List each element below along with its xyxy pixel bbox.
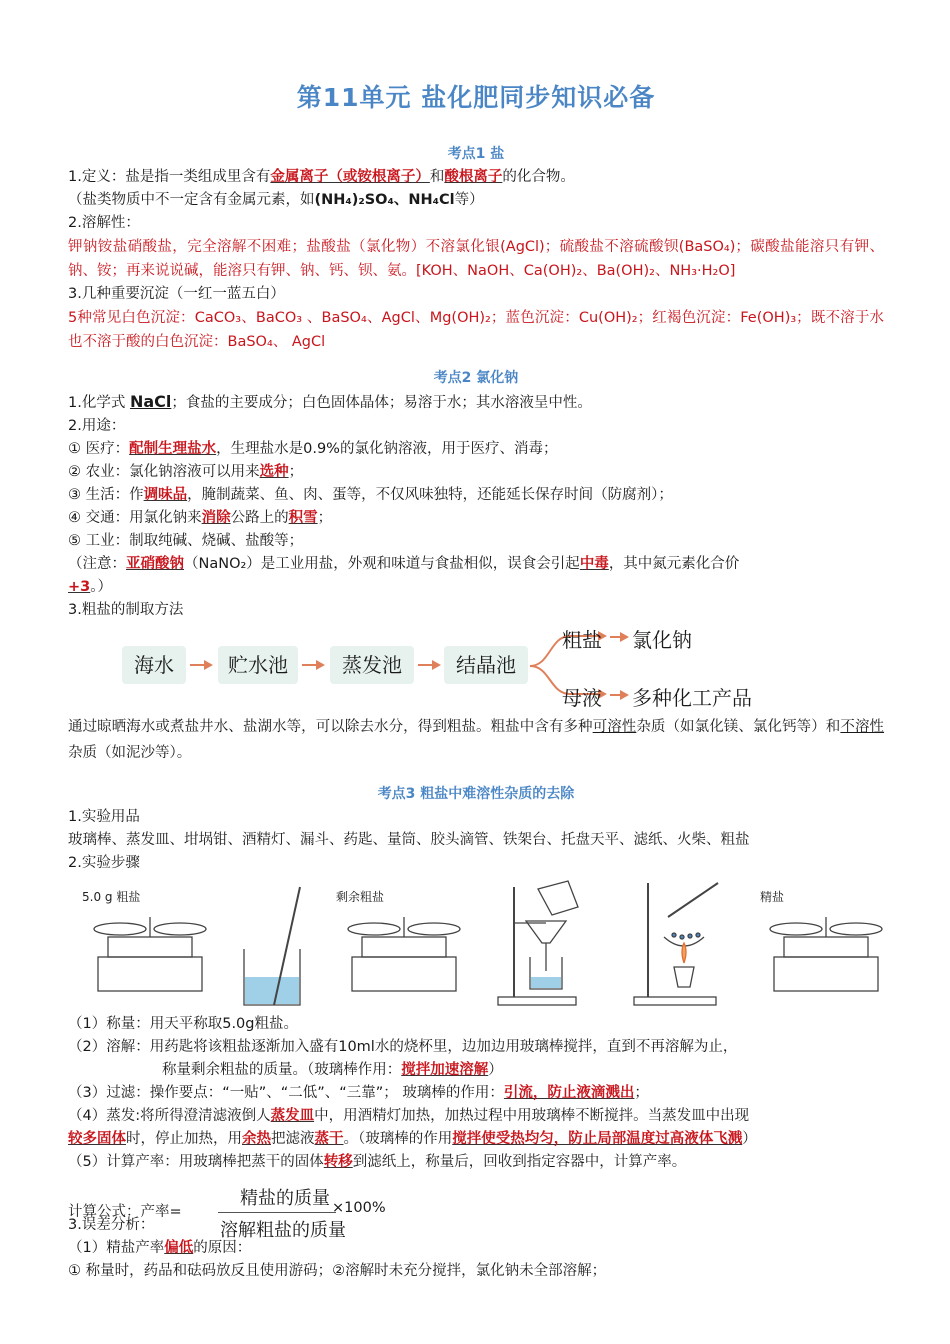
- keyword: 金属离子（或铵根离子）: [270, 169, 430, 185]
- text: ，生理盐水是0.9%的氯化钠溶液，用于医疗、消毒；: [216, 441, 558, 457]
- yield-formula: [68, 1184, 884, 1241]
- text: （3）过滤：操作要点：“一贴”、“二低”、“三靠”； 玻璃棒的作用：: [68, 1085, 504, 1101]
- keyword: 较多固体: [68, 1131, 126, 1147]
- text: 。（玻璃棒的作用: [343, 1131, 453, 1147]
- step-yield: [68, 1151, 884, 1174]
- flow-step-evaporation: 蒸发池: [330, 646, 414, 684]
- flow-step-seawater: 海水: [122, 646, 186, 684]
- text: 到滤纸上，称量后，回收到指定容器中，计算产率。: [352, 1154, 687, 1170]
- keyword: +3: [68, 579, 91, 595]
- text: 杂质（如泥沙等）。: [68, 745, 192, 761]
- formula: (NH₄)₂SO₄、NH₄Cl: [314, 192, 455, 208]
- keyword: 选种: [259, 464, 289, 480]
- flow-arrow: [610, 694, 620, 696]
- steps-heading: 2.实验步骤: [68, 855, 140, 871]
- flow-arrow: [190, 664, 204, 666]
- keyword: 搅拌加速溶解: [401, 1062, 489, 1078]
- flow-arrow: [418, 664, 432, 666]
- keyword: 亚硝酸钠: [126, 556, 184, 572]
- formula-line: [68, 390, 884, 415]
- step-dissolve: （2）溶解：用药匙将该粗盐逐渐加入盛有10ml水的烧杯里，边加边用玻璃棒搅拌，直到不再溶解为止，: [68, 1039, 738, 1055]
- nitrite-note: [68, 553, 884, 576]
- keyword: 消除: [201, 510, 231, 526]
- experiment-illustration: [68, 877, 884, 1009]
- formula-label: 计算公式：产率=: [68, 1204, 182, 1220]
- section-heading-2: 考点2 氯化钠: [433, 370, 519, 386]
- flow-arrow-head: [204, 660, 213, 670]
- text: 等）: [454, 192, 484, 208]
- equipment-list: 玻璃棒、蒸发皿、坩埚钳、酒精灯、漏斗、药匙、量筒、胶头滴管、铁架台、托盘天平、滤纸、火柴、粗盐: [68, 832, 750, 848]
- text: ② 农业：氯化钠溶液可以用来: [68, 464, 260, 480]
- text: 1.定义：盐是指一类组成里含有: [68, 169, 271, 185]
- keyword: 引流，防止液滴溅出: [503, 1085, 635, 1101]
- flow-arrow: [302, 664, 316, 666]
- flow-arrow-head: [432, 660, 441, 670]
- uses-heading: 2.用途：: [68, 418, 126, 434]
- keyword: 配制生理盐水: [129, 441, 217, 457]
- step-evaporate: [68, 1105, 884, 1128]
- low-yield-heading: [68, 1237, 884, 1260]
- text: 杂质（如氯化镁、氯化钙等）和: [636, 719, 841, 735]
- note-line: [68, 189, 884, 212]
- keyword: 蒸干: [314, 1131, 344, 1147]
- text: 的化合物。: [502, 169, 575, 185]
- text: 通过晾晒海水或煮盐井水、盐湖水等，可以除去水分，得到粗盐。粗盐中含有多种: [68, 719, 593, 735]
- use-agriculture: [68, 461, 884, 484]
- document-page: [68, 80, 884, 1283]
- flow-step-reservoir: 贮水池: [218, 646, 298, 684]
- keyword: 中毒: [579, 556, 609, 572]
- flow-arrow-head: [620, 690, 629, 700]
- salt-production-flow: [68, 628, 884, 710]
- formula-denominator: 溶解粗盐的质量: [220, 1220, 346, 1241]
- text: 和: [429, 169, 445, 185]
- step-evaporate-cont: [68, 1128, 884, 1151]
- text: ① 医疗：: [68, 441, 130, 457]
- nitrite-note-cont: [68, 576, 884, 599]
- figure-label-refined-salt: 精盐: [760, 890, 785, 904]
- flow-mother-liquor: 母液: [562, 686, 602, 710]
- text: （1）精盐产率: [68, 1240, 165, 1256]
- keyword: 酸根离子: [444, 169, 503, 185]
- text: ）: [488, 1062, 503, 1078]
- text: 中，用酒精灯加热，加热过程中用玻璃棒不断搅拌。当蒸发皿中出现: [314, 1108, 750, 1124]
- step-filter: [68, 1082, 884, 1105]
- text: 。）: [90, 579, 112, 595]
- keyword: 搅拌使受热均匀，防止局部温度过高液体飞溅: [452, 1131, 743, 1147]
- flow-arrow: [610, 636, 620, 638]
- flow-arrow-head: [620, 632, 629, 642]
- text: ④ 交通：用氯化钠来: [68, 510, 202, 526]
- text: ；: [634, 1085, 649, 1101]
- definition-line: [68, 166, 884, 189]
- section-heading-3: 考点3 粗盐中难溶性杂质的去除: [377, 786, 575, 802]
- text: （NaNO₂）是工业用盐，外观和味道与食盐相似，误食会引起: [184, 556, 580, 572]
- precipitate-heading: 3.几种重要沉淀（一红一蓝五白）: [68, 286, 285, 302]
- text: ；食盐的主要成分；白色固体晶体；易溶于水；其水溶液呈中性。: [171, 395, 592, 411]
- figure-label-remaining-salt: 剩余粗盐: [336, 890, 385, 904]
- text: ；: [288, 464, 304, 480]
- text: 时，停止加热，用: [126, 1131, 242, 1147]
- low-yield-reasons: ① 称量时，药品和砝码放反且使用游码；②溶解时未充分搅拌，氯化钠未全部溶解；: [68, 1263, 607, 1279]
- page-title: 第11单元 盐化肥同步知识必备: [296, 83, 656, 112]
- solubility-rules: 钾钠铵盐硝酸盐，完全溶解不困难；盐酸盐（氯化物）不溶氯化银(AgCl)；硫酸盐不溶硫酸钡(BaSO₄)；碳酸盐能溶只有钾、钠、铵；再来说说碱，能溶只有钾、钠、钙、钡、氨。[KOH、NaOH、Ca(OH)₂、Ba(OH)₂、NH₃·H₂O]: [68, 239, 884, 279]
- flow-step-crystallization: 结晶池: [444, 646, 528, 684]
- flow-arrow-head: [316, 660, 325, 670]
- keyword: NaCl: [129, 392, 172, 411]
- text: 称量剩余粗盐的质量。（玻璃棒作用：: [162, 1062, 402, 1078]
- text: ；: [317, 510, 333, 526]
- text: ③ 生活：作: [68, 487, 144, 503]
- keyword: 转移: [323, 1154, 353, 1170]
- use-medical: [68, 438, 884, 461]
- use-industry: ⑤ 工业：制取纯碱、烧碱、盐酸等；: [68, 533, 304, 549]
- text: 的原因：: [193, 1240, 252, 1256]
- text: （注意：: [68, 556, 126, 572]
- equipment-heading: 1.实验用品: [68, 809, 140, 825]
- use-daily: [68, 484, 884, 507]
- flow-nacl: 氯化钠: [632, 628, 692, 652]
- error-analysis-heading: 3.误差分析：: [68, 1217, 155, 1233]
- flow-chemicals: 多种化工产品: [632, 686, 752, 710]
- step-weigh: （1）称量：用天平称取5.0g粗盐。: [68, 1016, 298, 1032]
- experiment-figure: [68, 877, 884, 1009]
- formula-percent: ×100%: [332, 1200, 386, 1216]
- solubility-heading: 2.溶解性：: [68, 215, 140, 231]
- text: （5）计算产率：用玻璃棒把蒸干的固体: [68, 1154, 324, 1170]
- keyword: 调味品: [143, 487, 188, 503]
- use-traffic: [68, 507, 884, 530]
- figure-label-crude-salt: 5.0 g 粗盐: [82, 890, 141, 904]
- crude-salt-paragraph: [68, 714, 884, 766]
- salt-method-heading: 3.粗盐的制取方法: [68, 602, 184, 618]
- formula-numerator: 精盐的质量: [240, 1188, 330, 1209]
- flow-crude-salt: 粗盐: [562, 628, 602, 652]
- text: （4）蒸发:将所得澄清滤液倒人: [68, 1108, 271, 1124]
- precipitate-list: 5种常见白色沉淀：CaCO₃、BaCO₃ 、BaSO₄、AgCl、Mg(OH)₂；蓝色沉淀：Cu(OH)₂；红褐色沉淀：Fe(OH)₃；既不溶于水也不溶于酸的白色沉淀：BaSO₄、 AgCl: [68, 310, 884, 350]
- text: ，其中氮元素化合价: [608, 556, 740, 572]
- keyword: 偏低: [164, 1240, 194, 1256]
- text: （盐类物质中不一定含有金属元素，如: [68, 192, 315, 208]
- keyword: 可溶性: [592, 719, 637, 735]
- step-dissolve-cont: [68, 1059, 884, 1082]
- text: ）: [742, 1131, 757, 1147]
- keyword: 余热: [242, 1131, 271, 1147]
- keyword: 不溶性: [840, 719, 885, 735]
- keyword: 积雪: [288, 510, 318, 526]
- keyword: 蒸发皿: [270, 1108, 315, 1124]
- text: ，腌制蔬菜、鱼、肉、蛋等，不仅风味独特，还能延长保存时间（防腐剂）；: [187, 487, 673, 503]
- text: 1.化学式: [68, 395, 130, 411]
- section-heading-1: 考点1 盐: [447, 146, 505, 162]
- text: 公路上的: [230, 510, 289, 526]
- text: 把滤液: [271, 1131, 315, 1147]
- fraction-bar: [218, 1212, 336, 1213]
